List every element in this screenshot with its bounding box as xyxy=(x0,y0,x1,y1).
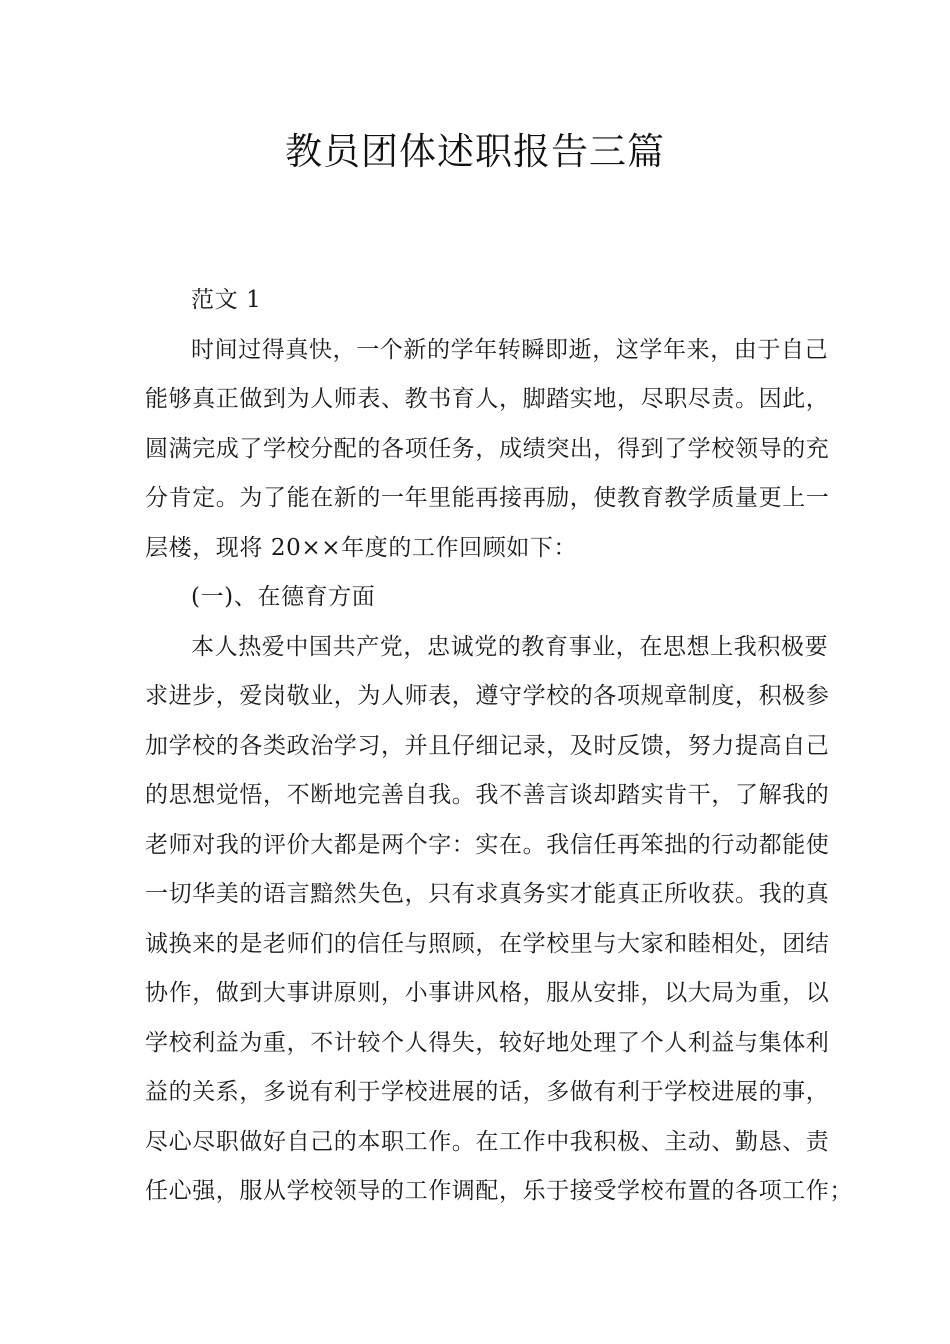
section-label: 范文 1 xyxy=(191,287,262,313)
paragraph-2 xyxy=(145,623,853,1217)
paragraph-1-line: 时间过得真快，一个新的学年转瞬即逝，这学年来，由于自己 xyxy=(191,336,829,363)
paragraph-2-line: 加学校的各类政治学习，并且仔细记录，及时反馈，努力提高自己 xyxy=(145,732,830,759)
paragraph-2-line: 一切华美的语言黯然失色，只有求真务实才能真正所收获。我的真 xyxy=(145,881,830,907)
paragraph-2-line: 老师对我的评价大都是两个字：实在。我信任再笨拙的行动都能使 xyxy=(145,831,830,858)
paragraph-1-line: 圆满完成了学校分配的各项任务，成绩突出，得到了学校领导的充 xyxy=(145,435,830,462)
paragraph-1-line: 分肯定。为了能在新的一年里能再接再励，使教育教学质量更上一 xyxy=(145,485,830,511)
subheading-moral-education: (一)、在德育方面 xyxy=(191,584,376,610)
paragraph-2-line: 诚换来的是老师们的信任与照顾，在学校里与大家和睦相处，团结 xyxy=(145,930,830,957)
document-title: 教员团体述职报告三篇 xyxy=(285,130,665,173)
paragraph-1-line: 能够真正做到为人师表、教书育人，脚踏实地，尽职尽责。因此， xyxy=(145,386,830,412)
paragraph-2-line: 求进步，爱岗敬业，为人师表，遵守学校的各项规章制度，积极参 xyxy=(145,683,830,709)
paragraph-2-line: 任心强，服从学校领导的工作调配，乐于接受学校布置的各项工作； xyxy=(145,1178,853,1204)
paragraph-2-line: 协作，做到大事讲原则，小事讲风格，服从安排，以大局为重，以 xyxy=(145,980,830,1006)
paragraph-2-line: 益的关系，多说有利于学校进展的话，多做有利于学校进展的事， xyxy=(145,1079,830,1105)
paragraph-1 xyxy=(145,326,830,574)
paragraph-2-line: 本人热爱中国共产党，忠诚党的教育事业，在思想上我积极要 xyxy=(191,633,829,660)
document-body xyxy=(145,276,853,1217)
paragraph-2-line: 尽心尽职做好自己的本职工作。在工作中我积极、主动、勤恳、责 xyxy=(145,1128,830,1155)
paragraph-2-line: 的思想觉悟，不断地完善自我。我不善言谈却踏实肯干，了解我的 xyxy=(145,782,830,808)
paragraph-1-line: 层楼，现将 20××年度的工作回顾如下： xyxy=(145,534,578,561)
paragraph-2-line: 学校利益为重，不计较个人得失，较好地处理了个人利益与集体利 xyxy=(145,1029,830,1056)
